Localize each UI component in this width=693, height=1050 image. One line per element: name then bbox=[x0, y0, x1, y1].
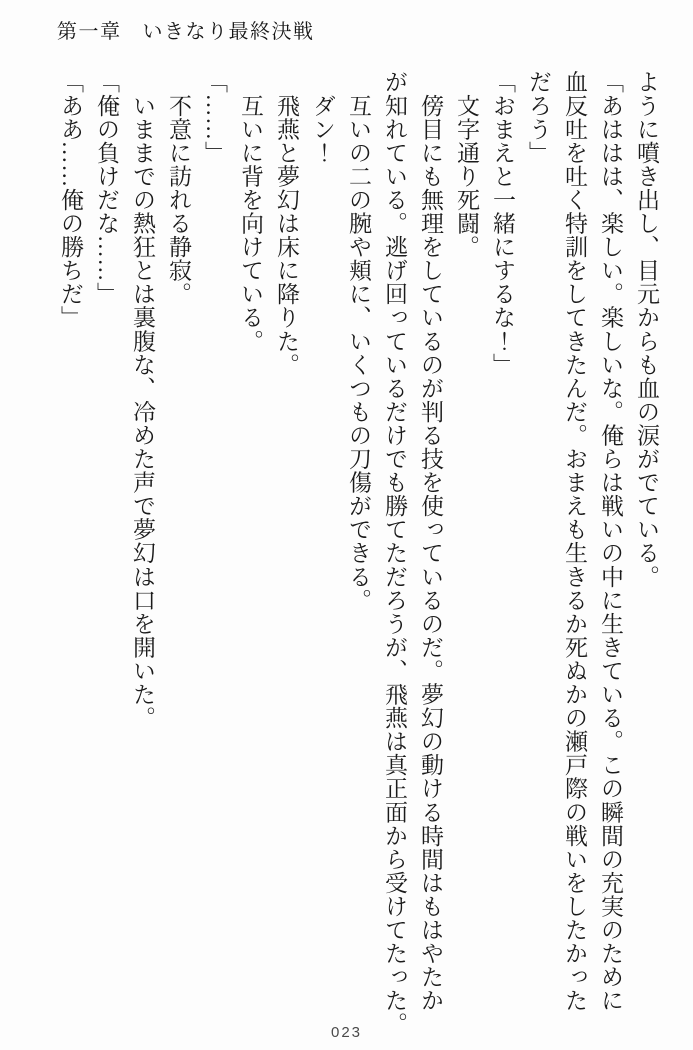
text-line: 「おまえと一緒にするな！」 bbox=[490, 70, 515, 377]
text-line: ように噴き出し、目元からも血の涙がでている。 bbox=[634, 70, 659, 589]
page-number: 023 bbox=[330, 1024, 363, 1041]
text-line: 「あははは、楽しい。楽しいな。俺らは戦いの中に生きている。この瞬間の充実のために bbox=[598, 70, 623, 1012]
text-line: が知れている。逃げ回っているだけでも勝てただろうが、飛燕は真正面から受けてたった。 bbox=[382, 70, 407, 1036]
text-line: ダン！ bbox=[310, 70, 335, 165]
text-line: いままでの熱狂とは裏腹な、冷めた声で夢幻は口を開いた。 bbox=[130, 70, 155, 730]
text-line: だろう」 bbox=[526, 70, 551, 165]
chapter-heading bbox=[57, 15, 315, 44]
text-line: 互いに背を向けている。 bbox=[238, 70, 263, 353]
text-line: 互いの二の腕や頬に、いくつもの刀傷ができる。 bbox=[346, 70, 371, 612]
text-line: 飛燕と夢幻は床に降りた。 bbox=[274, 70, 299, 377]
text-line: 不意に訪れる静寂。 bbox=[166, 70, 191, 306]
text-line: 「俺の負けだな……」 bbox=[94, 70, 119, 306]
chapter-number: 第一章 bbox=[57, 21, 122, 43]
text-line: 「……」 bbox=[202, 70, 227, 165]
text-line: 文字通り死闘。 bbox=[454, 70, 479, 259]
body-text bbox=[52, 70, 664, 1042]
text-line: 傍目にも無理をしているのが判る技を使っているのだ。夢幻の動ける時間はもはやたか bbox=[418, 70, 443, 1012]
text-line: 血反吐を吐く特訓をしてきたんだ。おまえも生きるか死ぬかの瀬戸際の戦いをしたかった bbox=[562, 70, 587, 1012]
text-line: 「ああ……俺の勝ちだ」 bbox=[58, 70, 83, 330]
chapter-title: いきなり最終決戦 bbox=[142, 21, 315, 43]
